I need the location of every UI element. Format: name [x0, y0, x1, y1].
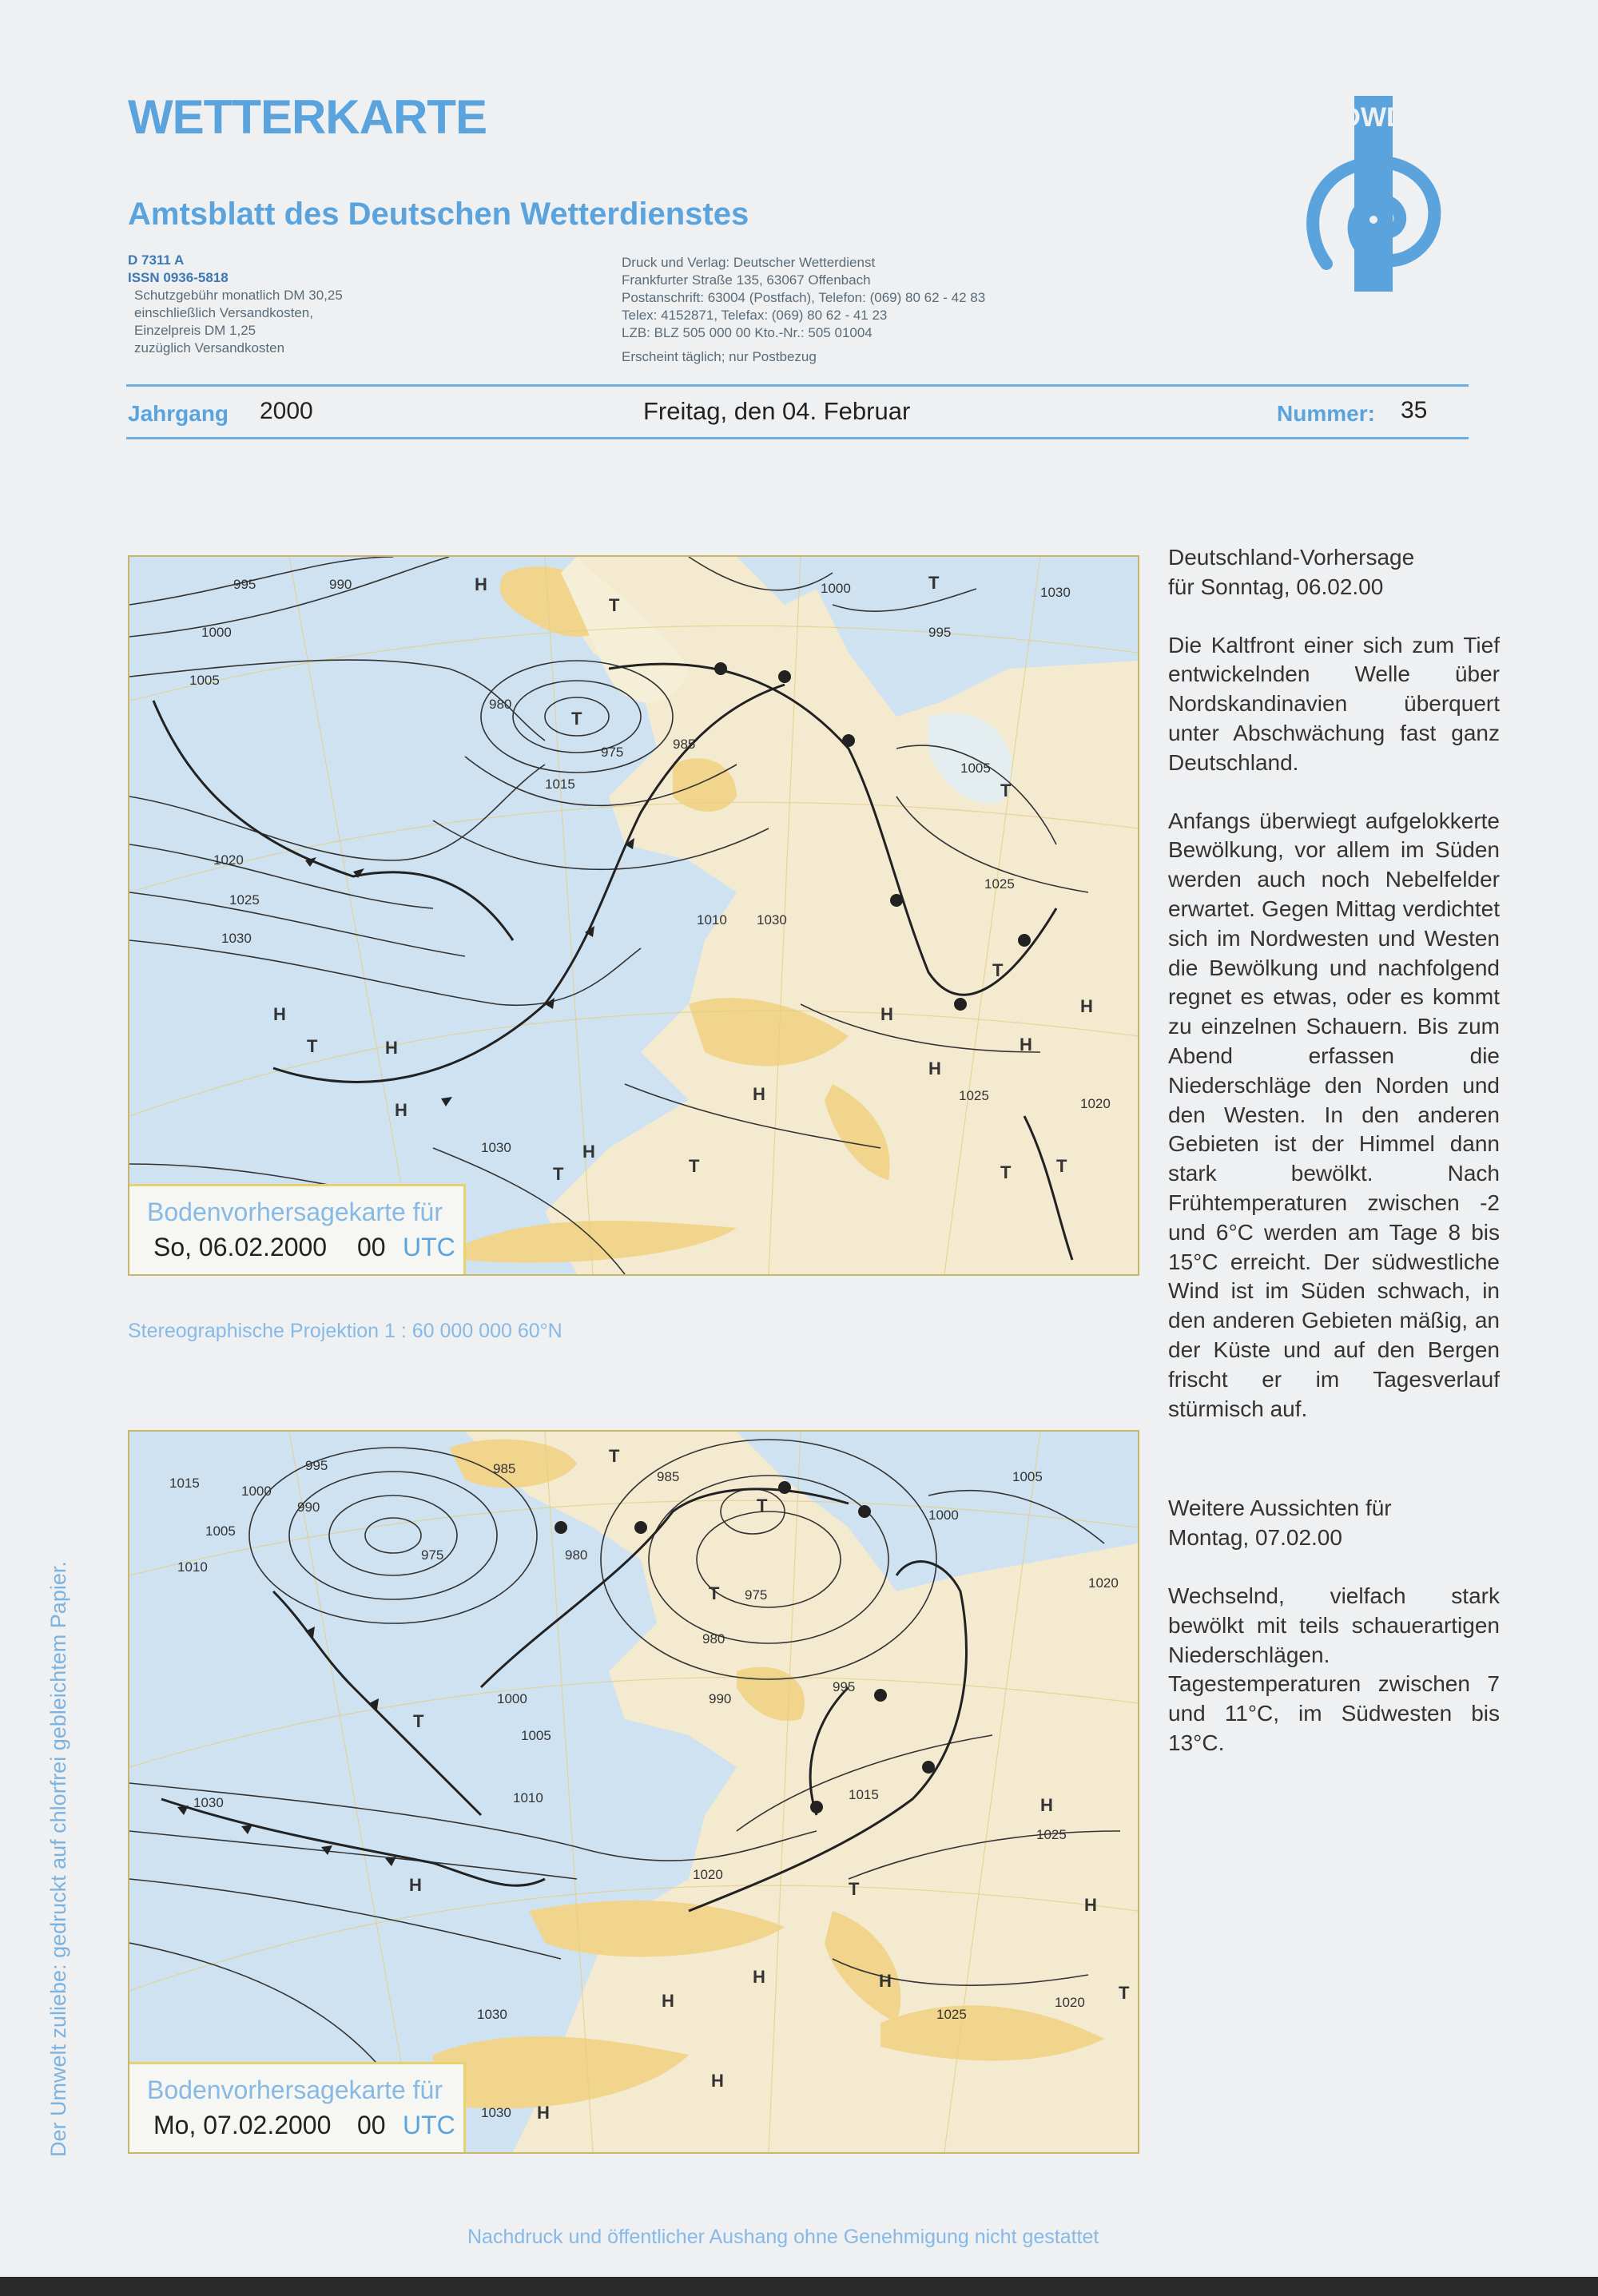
isobar-label: 1010	[513, 1790, 543, 1805]
fee-line-2: einschließlich Versandkosten,	[134, 305, 313, 320]
isobar-label: 985	[493, 1461, 516, 1476]
newspaper-title: WETTERKARTE	[128, 90, 487, 144]
isobar-label: 1030	[193, 1795, 224, 1810]
isobar-label: 1030	[221, 931, 252, 946]
map-drawing	[129, 1432, 1138, 2152]
publisher-info	[622, 254, 1117, 366]
publisher-line: Postanschrift: 63004 (Postfach), Telefon: (069) 80 62 - 42 83	[622, 290, 986, 305]
isobar-label: 1025	[984, 876, 1015, 892]
isobar-label: 1030	[1040, 585, 1071, 600]
publisher-line: Telex: 4152871, Telefax: (069) 80 62 - 41 23	[622, 308, 888, 323]
pressure-center: T	[849, 1879, 860, 1899]
pressure-center: H	[1020, 1035, 1032, 1055]
pressure-center: H	[879, 1971, 892, 1991]
publication-note: Erscheint täglich; nur Postbezug	[622, 349, 817, 364]
jahrgang-label: Jahrgang	[128, 401, 229, 426]
isobar-label: 995	[928, 625, 952, 640]
isobar-label: 1020	[213, 852, 244, 868]
map-caption-date: So, 06.02.2000	[153, 1233, 328, 1261]
outlook-heading: Weitere Aussichten für	[1168, 1496, 1392, 1521]
isobar-label: 1020	[1055, 1995, 1085, 2010]
map-caption	[129, 1184, 466, 1274]
isobar-label: 1025	[936, 2007, 967, 2022]
pressure-center: H	[880, 1004, 893, 1024]
environment-note: Der Umwelt zuliebe: gedruckt auf chlorfrei gebleichtem Papier.	[46, 1561, 70, 2157]
outlook-paragraph: Wechselnd, vielfach stark bewölkt mit teils schauerartigen Niederschlägen. Tagestemperaturen zwischen 7 und 11°C, im Südwesten bis 13°C.	[1168, 1583, 1500, 1755]
pressure-center: H	[395, 1100, 407, 1120]
pressure-center: T	[609, 595, 620, 615]
isobar-label: 990	[709, 1691, 732, 1706]
pressure-center: H	[753, 1967, 765, 1987]
reprint-note: Nachdruck und öffentlicher Aushang ohne Genehmigung nicht gestattet	[467, 2226, 1099, 2248]
isobar-label: 1030	[757, 912, 787, 928]
isobar-label: 1000	[201, 625, 232, 640]
issn: ISSN 0936-5818	[128, 270, 229, 285]
map-caption-title: Bodenvorhersagekarte für	[147, 2076, 443, 2104]
isobar-label: 995	[233, 577, 256, 592]
forecast-paragraph-1: Die Kaltfront einer sich zum Tief entwickelnden Welle über Nordskandinavien überquert unter Abschwächung fast ganz Deutschland.	[1168, 632, 1500, 775]
pressure-center: H	[753, 1084, 765, 1104]
nummer-value: 35	[1401, 397, 1428, 423]
pressure-center: H	[475, 574, 487, 594]
forecast-heading: Deutschland-Vorhersage	[1168, 545, 1415, 570]
isobar-label: 1015	[545, 777, 575, 792]
map-caption-hour: 00	[357, 2111, 386, 2139]
dwd-logo	[1302, 96, 1442, 296]
logo-text: DWD	[1341, 102, 1406, 133]
pressure-center: H	[409, 1875, 422, 1895]
isobar-label: 1020	[693, 1867, 723, 1882]
isobar-label: 980	[489, 697, 512, 712]
isobar-label: 1030	[477, 2007, 507, 2022]
isobar-label: 975	[745, 1587, 768, 1603]
isobar-label: 1030	[481, 2105, 511, 2120]
pressure-center: H	[385, 1038, 398, 1058]
outlook-heading-date: Montag, 07.02.00	[1168, 1525, 1342, 1551]
jahrgang-value: 2000	[260, 398, 313, 424]
publisher-line: Druck und Verlag: Deutscher Wetterdienst	[622, 255, 876, 270]
forecast-paragraph-2: Anfangs überwiegt aufgelokkerte Bewölkung, vor allem im Süden werden auch noch Nebelfelder erwartet. Gegen Mittag verdichtet sich im Nordwesten und Westen die Bewölkung und nachfolgend regnet es etwas, oder es kommt zu einzelnen Schauern. Bis zum Abend erfassen die Niederschläge den Norden und den Westen. In den anderen Gebieten ist der Himmel dann stark bewölkt. Nach Frühtemperaturen zwischen -2 und 6°C werden am Tage 8 bis 15°C erreicht. Der südwestliche Wind ist im Süden schwach, in den anderen Gebieten mäßig, an der Küste und auf den Bergen frischt er im Tagesverlauf stürmisch auf.	[1168, 808, 1500, 1421]
publisher-line: Frankfurter Straße 135, 63067 Offenbach	[622, 272, 871, 288]
isobar-label: 1015	[849, 1787, 879, 1802]
pressure-center: T	[1000, 781, 1012, 800]
fee-line-1: Schutzgebühr monatlich DM 30,25	[134, 288, 343, 303]
isobar-label: 1020	[1080, 1096, 1111, 1111]
header-rule-top	[126, 384, 1469, 387]
isobar-label: 1000	[928, 1507, 959, 1523]
isobar-label: 1000	[821, 581, 851, 596]
forecast-heading-date: für Sonntag, 06.02.00	[1168, 574, 1384, 599]
pressure-center: T	[609, 1446, 620, 1466]
isobar-label: 990	[297, 1500, 320, 1515]
publisher-line: LZB: BLZ 505 000 00 Kto.-Nr.: 505 01004	[622, 325, 873, 340]
projection-note: Stereographische Projektion 1 : 60 000 000 60°N	[128, 1320, 562, 1342]
fee-line-4: zuzüglich Versandkosten	[134, 340, 285, 356]
map-caption-utc: UTC	[403, 2111, 455, 2139]
pressure-center: H	[928, 1059, 941, 1078]
isobar-label: 980	[565, 1547, 588, 1563]
pressure-center: T	[413, 1711, 424, 1731]
map-caption-hour: 00	[357, 1233, 386, 1261]
nummer-label: Nummer:	[1277, 401, 1375, 426]
isobar-label: 975	[601, 745, 624, 760]
isobar-label: 1015	[169, 1476, 200, 1491]
pressure-center: H	[662, 1991, 674, 2011]
isobar-label: 995	[305, 1458, 328, 1473]
publication-ids	[128, 252, 511, 357]
isobar-label: 1010	[697, 912, 727, 928]
pressure-center: T	[1056, 1156, 1067, 1176]
isobar-label: 1005	[189, 673, 220, 688]
map-caption-date: Mo, 07.02.2000	[153, 2111, 332, 2139]
isobar-label: 1025	[229, 892, 260, 908]
id-code: D 7311 A	[128, 252, 185, 268]
map-drawing	[129, 557, 1138, 1274]
header-rule-bottom	[126, 437, 1469, 439]
forecast-text	[1168, 543, 1500, 1787]
pressure-center: H	[582, 1142, 595, 1162]
pressure-center: T	[689, 1156, 700, 1176]
pressure-center: T	[928, 573, 940, 593]
issue-date: Freitag, den 04. Februar	[643, 397, 911, 425]
pressure-center: H	[1040, 1795, 1053, 1815]
isobar-label: 985	[657, 1469, 680, 1484]
pressure-center: T	[1000, 1162, 1012, 1182]
map-caption	[129, 2062, 466, 2152]
pressure-center: T	[992, 960, 1004, 980]
isobar-label: 985	[673, 737, 696, 752]
pressure-center: H	[711, 2071, 724, 2091]
pressure-center: T	[307, 1036, 318, 1056]
pressure-center: H	[537, 2103, 550, 2123]
pressure-center: T	[553, 1164, 564, 1184]
pressure-center: H	[1084, 1895, 1097, 1915]
forecast-map-monday	[128, 1430, 1139, 2154]
map-caption-title: Bodenvorhersagekarte für	[147, 1198, 443, 1226]
isobar-label: 1005	[960, 761, 991, 776]
isobar-label: 975	[421, 1547, 444, 1563]
newspaper-subtitle: Amtsblatt des Deutschen Wetterdienstes	[128, 197, 749, 232]
isobar-label: 1005	[1012, 1469, 1043, 1484]
isobar-label: 1025	[1036, 1827, 1067, 1842]
pressure-center: T	[757, 1496, 768, 1515]
isobar-label: 980	[702, 1631, 725, 1647]
isobar-label: 1005	[205, 1523, 236, 1539]
pressure-center: H	[273, 1004, 286, 1024]
isobar-label: 1025	[959, 1088, 989, 1103]
forecast-map-sunday	[128, 555, 1139, 1276]
fee-line-3: Einzelpreis DM 1,25	[134, 323, 256, 338]
pressure-center: T	[1119, 1983, 1130, 2003]
isobar-label: 995	[833, 1679, 856, 1694]
pressure-center: H	[1080, 996, 1093, 1016]
map-caption-utc: UTC	[403, 1233, 455, 1261]
pressure-center: T	[709, 1583, 720, 1603]
isobar-label: 1000	[241, 1484, 272, 1499]
isobar-label: 1020	[1088, 1575, 1119, 1591]
scan-edge	[0, 2277, 1598, 2296]
isobar-label: 990	[329, 577, 352, 592]
isobar-label: 1010	[177, 1559, 208, 1575]
isobar-label: 1005	[521, 1728, 551, 1743]
isobar-label: 1030	[481, 1140, 511, 1155]
isobar-label: 1000	[497, 1691, 527, 1706]
pressure-center: T	[571, 709, 582, 729]
